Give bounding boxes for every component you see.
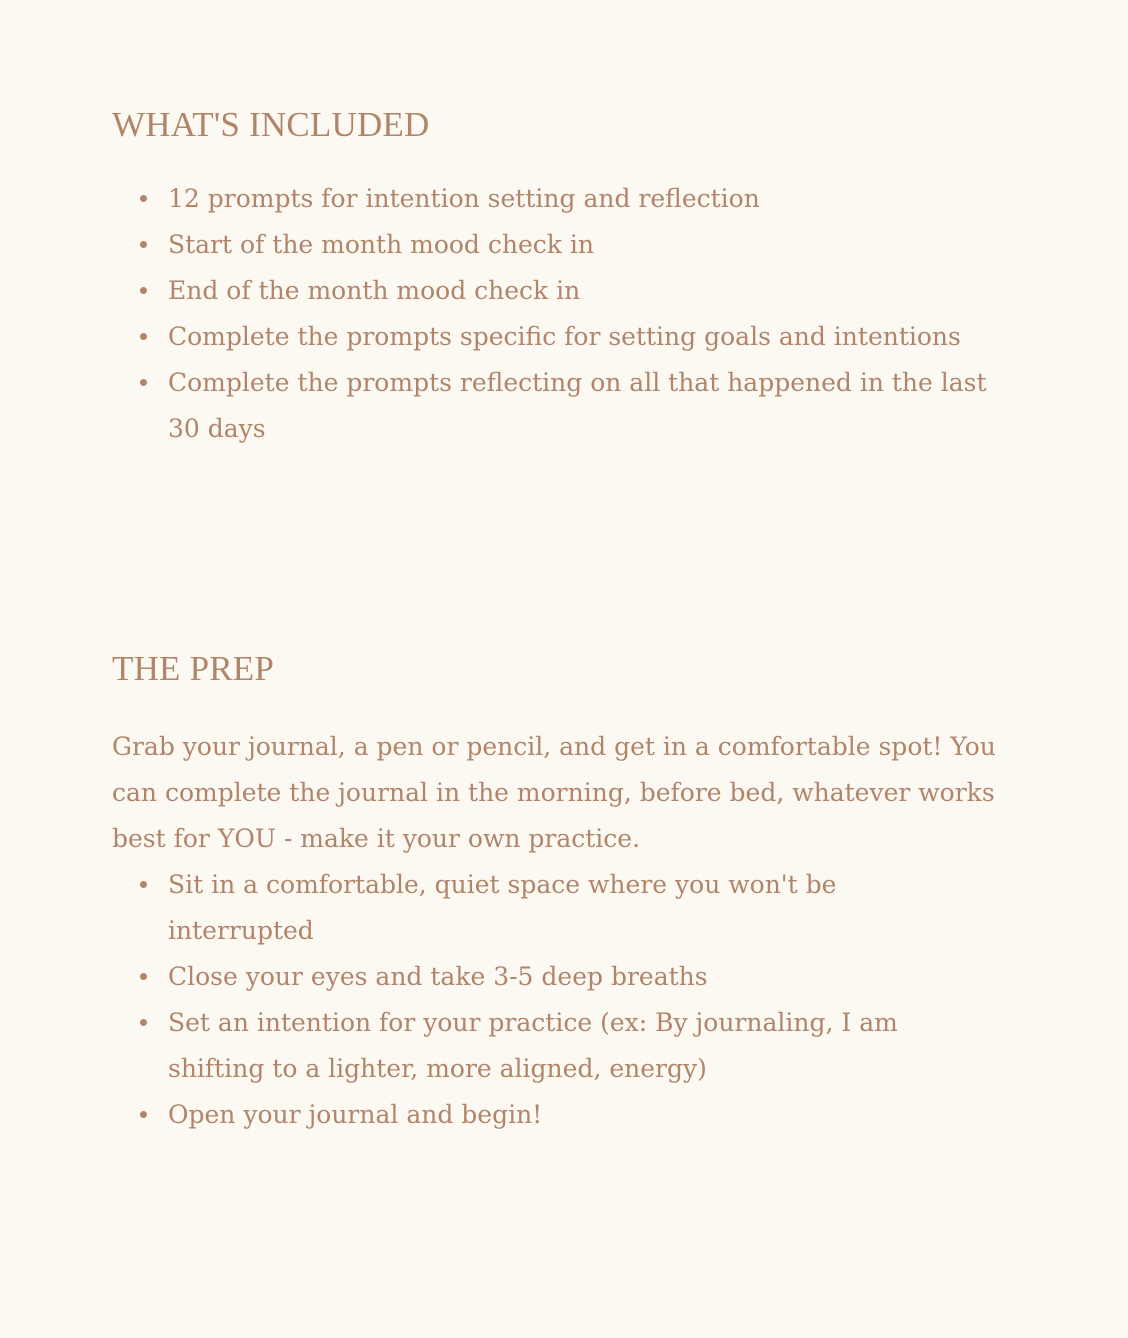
list-item: Complete the prompts reflecting on all that happened in the last 30 days <box>168 360 988 452</box>
the-prep-heading: THE PREP <box>112 649 275 688</box>
list-item: 12 prompts for intention setting and reflection <box>168 176 1052 222</box>
list-item: Open your journal and begin! <box>168 1092 1052 1138</box>
list-item: Complete the prompts specific for setting goals and intentions <box>168 314 1052 360</box>
whats-included-list <box>112 176 1052 452</box>
list-item: Set an intention for your practice (ex: By journaling, I am shifting to a lighter, more aligned, energy) <box>168 1000 968 1092</box>
prep-steps-list <box>112 862 1052 1138</box>
list-item: End of the month mood check in <box>168 268 1052 314</box>
whats-included-section <box>112 104 1052 452</box>
list-item: Start of the month mood check in <box>168 222 1052 268</box>
prep-intro-paragraph: Grab your journal, a pen or pencil, and get in a comfortable spot! You can complete the journal in the morning, before bed, whatever works best for YOU - make it your own practice. <box>112 732 996 853</box>
list-item: Close your eyes and take 3-5 deep breaths <box>168 954 1052 1000</box>
list-item: Sit in a comfortable, quiet space where you won't be interrupted <box>168 862 888 954</box>
the-prep-section <box>112 648 1052 1138</box>
whats-included-heading: WHAT'S INCLUDED <box>112 105 430 144</box>
